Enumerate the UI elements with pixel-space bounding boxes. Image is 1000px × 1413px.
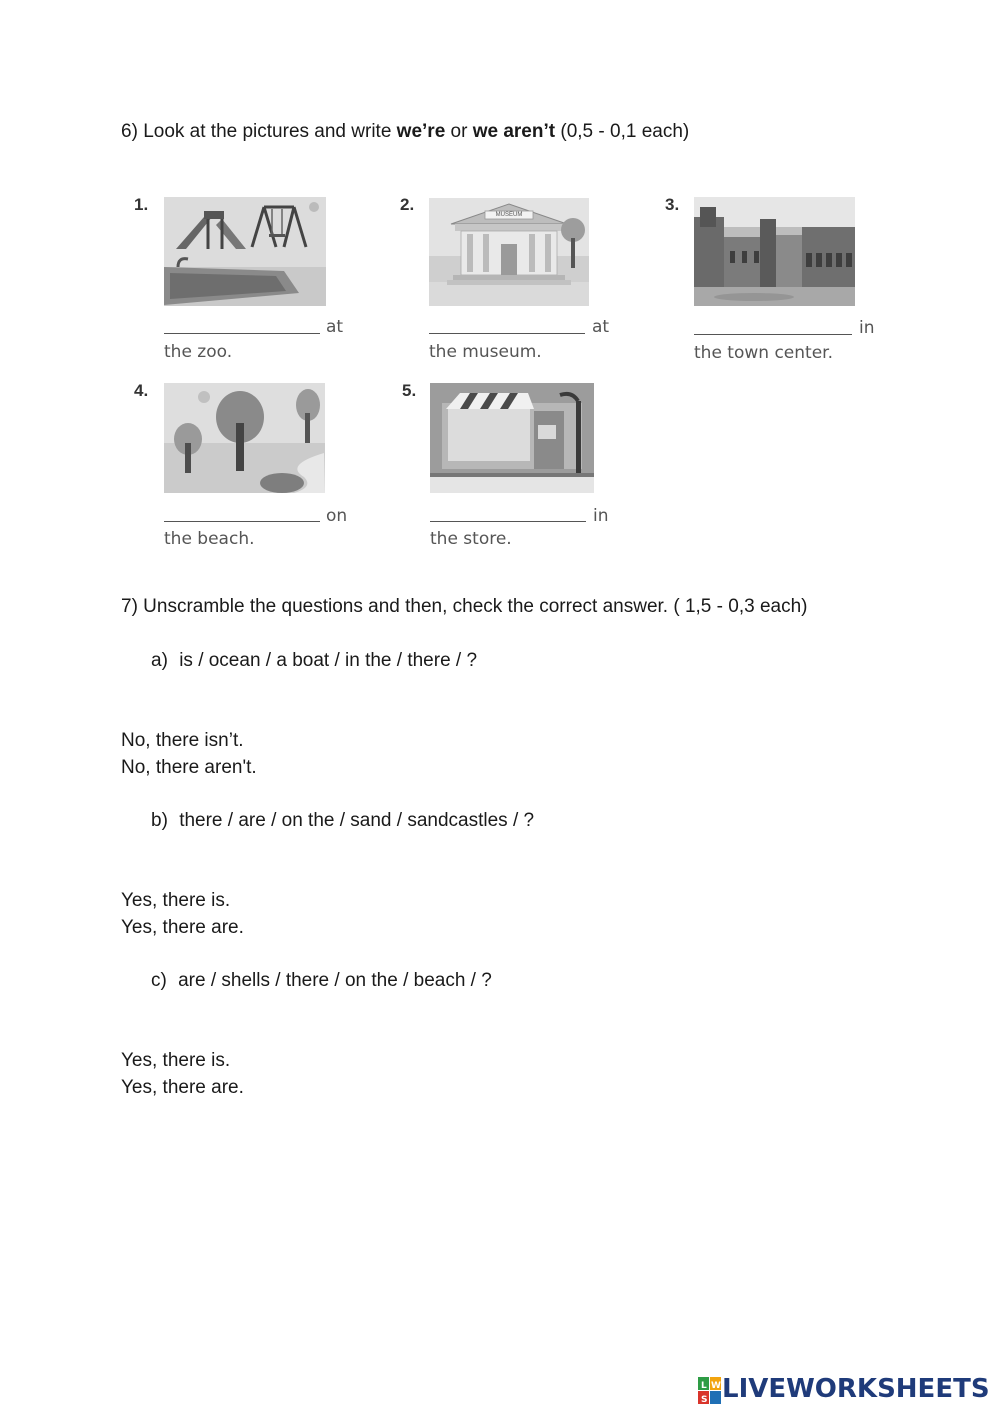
town-center-picture bbox=[694, 197, 855, 306]
preposition: on bbox=[326, 506, 348, 526]
answer-option[interactable]: Yes, there is. bbox=[121, 890, 231, 911]
place-text: the town center. bbox=[694, 343, 833, 363]
answer-option[interactable]: No, there aren't. bbox=[121, 757, 257, 778]
scramble-question-b bbox=[151, 810, 534, 832]
scrambled-words: is / ocean / a boat / in the / there / ? bbox=[179, 650, 478, 671]
place-text: the beach. bbox=[164, 529, 255, 549]
place-text: the zoo. bbox=[164, 342, 233, 362]
answer-option[interactable]: Yes, there is. bbox=[121, 1050, 231, 1071]
scramble-question-c bbox=[151, 970, 492, 992]
preposition: at bbox=[592, 317, 610, 337]
item-number: 2. bbox=[400, 195, 415, 214]
preposition: at bbox=[326, 317, 344, 337]
answer-blank[interactable] bbox=[694, 334, 852, 335]
answer-option[interactable]: No, there isn’t. bbox=[121, 730, 244, 751]
answer-blank[interactable] bbox=[164, 333, 320, 334]
section7-instruction: 7) Unscramble the questions and then, check the correct answer. ( 1,5 - 0,3 each) bbox=[121, 596, 808, 617]
answer-blank[interactable] bbox=[430, 521, 586, 522]
question-letter: c) bbox=[151, 970, 167, 991]
liveworksheets-logo-text[interactable]: LIVEWORKSHEETS bbox=[722, 1374, 990, 1404]
scramble-question-a bbox=[151, 650, 477, 672]
instruction-text: or bbox=[445, 121, 473, 142]
preposition: in bbox=[859, 318, 875, 338]
museum-picture bbox=[429, 198, 589, 306]
item-number: 5. bbox=[402, 381, 417, 400]
instruction-bold-we-arent: we aren’t bbox=[472, 121, 556, 142]
park-picture bbox=[164, 383, 325, 493]
item-number: 4. bbox=[134, 381, 149, 400]
logo-letter: L bbox=[701, 1381, 707, 1391]
scrambled-words: are / shells / there / on the / beach / ? bbox=[178, 970, 492, 991]
instruction-bold-were: we’re bbox=[396, 121, 446, 142]
item-number: 3. bbox=[665, 195, 680, 214]
instruction-points: (0,5 - 0,1 each) bbox=[555, 121, 690, 142]
place-text: the museum. bbox=[429, 342, 542, 362]
liveworksheets-logo-icon bbox=[698, 1377, 722, 1405]
section-number: 6) bbox=[121, 121, 138, 142]
item-number: 1. bbox=[134, 195, 149, 214]
museum-sign: MUSEUM bbox=[495, 212, 523, 218]
answer-option[interactable]: Yes, there are. bbox=[121, 1077, 244, 1098]
answer-option[interactable]: Yes, there are. bbox=[121, 917, 244, 938]
logo-letter: W bbox=[711, 1381, 721, 1391]
instruction-text: Look at the pictures and write bbox=[143, 121, 397, 142]
section6-instruction bbox=[121, 121, 689, 143]
question-letter: a) bbox=[151, 650, 168, 671]
scrambled-words: there / are / on the / sand / sandcastles / ? bbox=[179, 810, 535, 831]
question-letter: b) bbox=[151, 810, 168, 831]
logo-square-blue bbox=[710, 1391, 721, 1404]
logo-letter: S bbox=[701, 1395, 708, 1405]
playground-picture bbox=[164, 197, 326, 306]
place-text: the store. bbox=[430, 529, 512, 549]
answer-blank[interactable] bbox=[429, 333, 585, 334]
store-picture bbox=[430, 383, 594, 493]
preposition: in bbox=[593, 506, 609, 526]
answer-blank[interactable] bbox=[164, 521, 320, 522]
